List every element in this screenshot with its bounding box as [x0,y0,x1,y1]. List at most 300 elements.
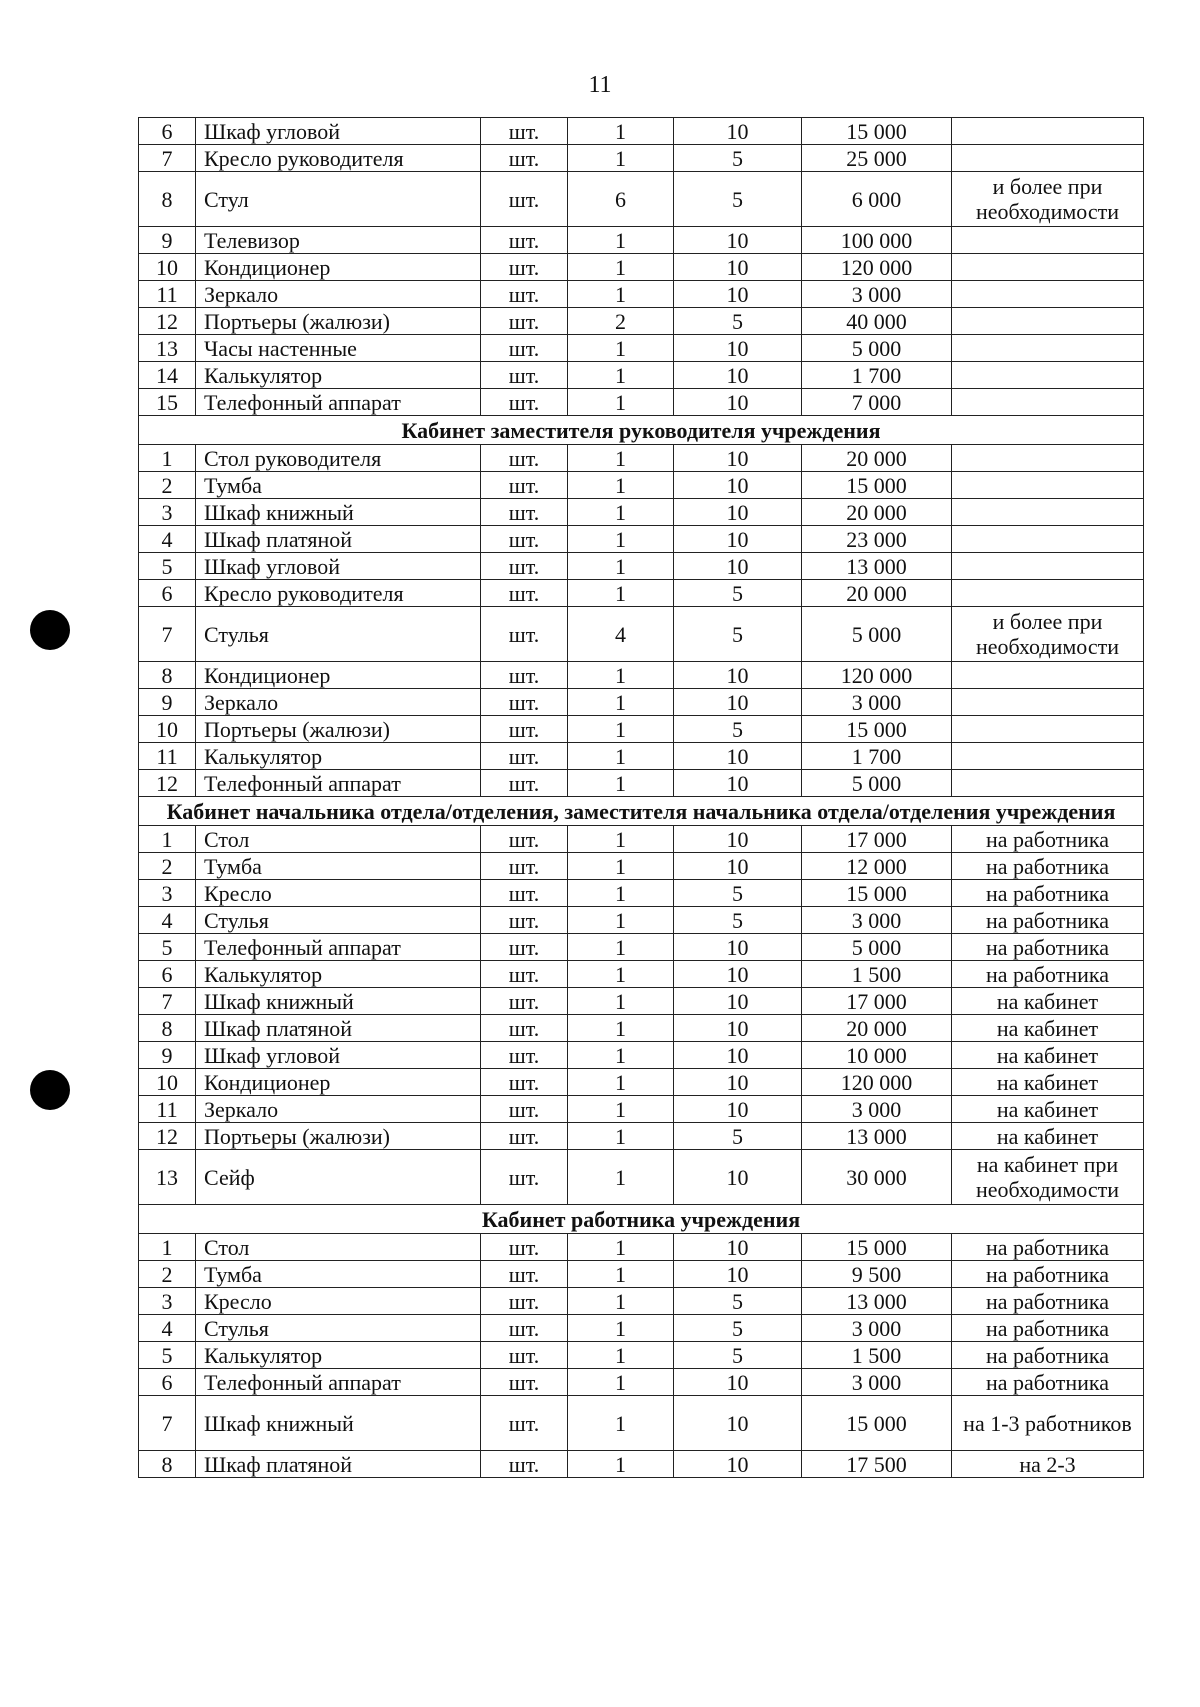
service-life-cell: 10 [674,472,802,499]
note-cell [952,716,1144,743]
note-cell: на кабинет [952,1123,1144,1150]
price-cell: 3 000 [802,1369,952,1396]
table-row [139,607,1144,662]
row-number-cell: 8 [139,172,196,227]
note-cell: и более при необходимости [952,607,1144,662]
row-number-cell: 6 [139,580,196,607]
price-cell: 10 000 [802,1042,952,1069]
price-cell: 3 000 [802,281,952,308]
price-cell: 1 500 [802,1342,952,1369]
unit-cell: шт. [481,934,568,961]
quantity-cell: 1 [568,335,674,362]
service-life-cell: 5 [674,308,802,335]
price-cell: 13 000 [802,1288,952,1315]
price-cell: 17 000 [802,988,952,1015]
row-number-cell: 1 [139,445,196,472]
table-row [139,227,1144,254]
row-number-cell: 7 [139,1396,196,1451]
note-cell [952,499,1144,526]
price-cell: 5 000 [802,770,952,797]
quantity-cell: 1 [568,934,674,961]
service-life-cell: 10 [674,961,802,988]
price-cell: 17 000 [802,826,952,853]
price-cell: 5 000 [802,607,952,662]
quantity-cell: 6 [568,172,674,227]
service-life-cell: 10 [674,118,802,145]
section-header-row [139,416,1144,445]
item-name-cell: Телефонный аппарат [196,934,481,961]
note-cell: и более при необходимости [952,172,1144,227]
note-cell [952,145,1144,172]
item-name-cell: Стулья [196,907,481,934]
row-number-cell: 2 [139,472,196,499]
table-row [139,362,1144,389]
price-cell: 40 000 [802,308,952,335]
price-cell: 6 000 [802,172,952,227]
row-number-cell: 15 [139,389,196,416]
item-name-cell: Калькулятор [196,743,481,770]
row-number-cell: 2 [139,1261,196,1288]
item-name-cell: Стулья [196,1315,481,1342]
quantity-cell: 1 [568,553,674,580]
unit-cell: шт. [481,254,568,281]
service-life-cell: 10 [674,853,802,880]
unit-cell: шт. [481,689,568,716]
table-row [139,1123,1144,1150]
row-number-cell: 4 [139,907,196,934]
note-cell: на кабинет при необходимости [952,1150,1144,1205]
row-number-cell: 11 [139,1096,196,1123]
table-row [139,689,1144,716]
price-cell: 15 000 [802,716,952,743]
item-name-cell: Шкаф книжный [196,988,481,1015]
quantity-cell: 1 [568,907,674,934]
row-number-cell: 4 [139,1315,196,1342]
quantity-cell: 1 [568,499,674,526]
item-name-cell: Тумба [196,472,481,499]
price-cell: 7 000 [802,389,952,416]
unit-cell: шт. [481,580,568,607]
quantity-cell: 1 [568,880,674,907]
service-life-cell: 10 [674,254,802,281]
table-row [139,580,1144,607]
note-cell [952,526,1144,553]
service-life-cell: 5 [674,145,802,172]
table-row [139,743,1144,770]
item-name-cell: Кресло руководителя [196,580,481,607]
quantity-cell: 1 [568,988,674,1015]
item-name-cell: Шкаф платяной [196,526,481,553]
note-cell [952,553,1144,580]
service-life-cell: 10 [674,227,802,254]
item-name-cell: Кресло [196,880,481,907]
service-life-cell: 5 [674,1123,802,1150]
table-row [139,880,1144,907]
item-name-cell: Шкаф платяной [196,1015,481,1042]
item-name-cell: Тумба [196,1261,481,1288]
table-row [139,335,1144,362]
quantity-cell: 1 [568,689,674,716]
table-row [139,1288,1144,1315]
table-row [139,281,1144,308]
quantity-cell: 1 [568,961,674,988]
price-cell: 13 000 [802,1123,952,1150]
table-row [139,118,1144,145]
row-number-cell: 5 [139,1342,196,1369]
table-body [139,118,1144,1478]
table-row [139,1015,1144,1042]
price-cell: 3 000 [802,1096,952,1123]
row-number-cell: 10 [139,716,196,743]
unit-cell: шт. [481,1150,568,1205]
unit-cell: шт. [481,172,568,227]
service-life-cell: 10 [674,389,802,416]
row-number-cell: 6 [139,1369,196,1396]
note-cell [952,227,1144,254]
page-number: 11 [588,72,612,98]
quantity-cell: 1 [568,662,674,689]
price-cell: 1 500 [802,961,952,988]
note-cell [952,689,1144,716]
price-cell: 12 000 [802,853,952,880]
price-cell: 1 700 [802,362,952,389]
table-row [139,553,1144,580]
service-life-cell: 10 [674,1069,802,1096]
quantity-cell: 1 [568,118,674,145]
item-name-cell: Телефонный аппарат [196,1369,481,1396]
unit-cell: шт. [481,662,568,689]
row-number-cell: 9 [139,689,196,716]
note-cell [952,662,1144,689]
table-row [139,1150,1144,1205]
table-row [139,1096,1144,1123]
unit-cell: шт. [481,826,568,853]
row-number-cell: 11 [139,743,196,770]
note-cell: на работника [952,1315,1144,1342]
service-life-cell: 10 [674,770,802,797]
price-cell: 20 000 [802,445,952,472]
row-number-cell: 7 [139,607,196,662]
item-name-cell: Стулья [196,607,481,662]
unit-cell: шт. [481,1369,568,1396]
service-life-cell: 5 [674,1315,802,1342]
quantity-cell: 1 [568,389,674,416]
unit-cell: шт. [481,743,568,770]
table-row [139,1369,1144,1396]
note-cell [952,770,1144,797]
service-life-cell: 10 [674,1150,802,1205]
note-cell: на 1-3 работников [952,1396,1144,1451]
service-life-cell: 10 [674,826,802,853]
table-row [139,145,1144,172]
item-name-cell: Калькулятор [196,961,481,988]
table-row [139,934,1144,961]
table-row [139,1396,1144,1451]
row-number-cell: 1 [139,1234,196,1261]
note-cell: на работника [952,1234,1144,1261]
unit-cell: шт. [481,445,568,472]
table-row [139,826,1144,853]
item-name-cell: Телевизор [196,227,481,254]
item-name-cell: Шкаф угловой [196,118,481,145]
unit-cell: шт. [481,1451,568,1478]
service-life-cell: 5 [674,1342,802,1369]
item-name-cell: Кондиционер [196,662,481,689]
quantity-cell: 1 [568,472,674,499]
service-life-cell: 10 [674,1042,802,1069]
section-header-row [139,797,1144,826]
table-row [139,961,1144,988]
note-cell: на 2-3 [952,1451,1144,1478]
note-cell: на кабинет [952,1069,1144,1096]
item-name-cell: Кондиционер [196,254,481,281]
unit-cell: шт. [481,1015,568,1042]
unit-cell: шт. [481,335,568,362]
table-row [139,526,1144,553]
table-row [139,988,1144,1015]
price-cell: 15 000 [802,880,952,907]
service-life-cell: 10 [674,335,802,362]
unit-cell: шт. [481,716,568,743]
note-cell: на работника [952,880,1144,907]
note-cell [952,389,1144,416]
item-name-cell: Тумба [196,853,481,880]
item-name-cell: Кресло [196,1288,481,1315]
table-row [139,254,1144,281]
row-number-cell: 5 [139,934,196,961]
note-cell [952,281,1144,308]
note-cell: на работника [952,826,1144,853]
row-number-cell: 4 [139,526,196,553]
price-cell: 120 000 [802,662,952,689]
unit-cell: шт. [481,1096,568,1123]
item-name-cell: Стул [196,172,481,227]
unit-cell: шт. [481,145,568,172]
price-cell: 15 000 [802,118,952,145]
note-cell [952,743,1144,770]
price-cell: 100 000 [802,227,952,254]
table-row [139,1451,1144,1478]
note-cell: на работника [952,961,1144,988]
row-number-cell: 12 [139,308,196,335]
item-name-cell: Шкаф платяной [196,1451,481,1478]
unit-cell: шт. [481,553,568,580]
note-cell: на работника [952,1261,1144,1288]
quantity-cell: 1 [568,1261,674,1288]
item-name-cell: Шкаф угловой [196,1042,481,1069]
unit-cell: шт. [481,227,568,254]
service-life-cell: 10 [674,1096,802,1123]
unit-cell: шт. [481,770,568,797]
quantity-cell: 1 [568,1234,674,1261]
price-cell: 3 000 [802,689,952,716]
item-name-cell: Телефонный аппарат [196,389,481,416]
table-row [139,662,1144,689]
punch-hole-mark [30,610,70,650]
quantity-cell: 1 [568,1288,674,1315]
table-row [139,499,1144,526]
unit-cell: шт. [481,308,568,335]
section-header-row [139,1205,1144,1234]
table-row [139,716,1144,743]
table-row [139,1042,1144,1069]
table-row [139,1069,1144,1096]
table-row [139,445,1144,472]
unit-cell: шт. [481,1042,568,1069]
table-row [139,1315,1144,1342]
note-cell: на работника [952,1369,1144,1396]
quantity-cell: 1 [568,743,674,770]
unit-cell: шт. [481,1123,568,1150]
item-name-cell: Сейф [196,1150,481,1205]
note-cell [952,254,1144,281]
service-life-cell: 10 [674,934,802,961]
table-row [139,308,1144,335]
item-name-cell: Стол руководителя [196,445,481,472]
price-cell: 13 000 [802,553,952,580]
row-number-cell: 3 [139,880,196,907]
unit-cell: шт. [481,1261,568,1288]
table-row [139,1261,1144,1288]
table-row [139,472,1144,499]
table-row [139,389,1144,416]
service-life-cell: 5 [674,880,802,907]
quantity-cell: 2 [568,308,674,335]
row-number-cell: 13 [139,1150,196,1205]
furniture-norms-table [138,117,1144,1478]
unit-cell: шт. [481,472,568,499]
price-cell: 120 000 [802,254,952,281]
quantity-cell: 1 [568,445,674,472]
unit-cell: шт. [481,526,568,553]
unit-cell: шт. [481,499,568,526]
unit-cell: шт. [481,853,568,880]
item-name-cell: Шкаф книжный [196,499,481,526]
unit-cell: шт. [481,961,568,988]
service-life-cell: 10 [674,1396,802,1451]
service-life-cell: 10 [674,526,802,553]
punch-hole-mark [30,1070,70,1110]
table-row [139,770,1144,797]
row-number-cell: 8 [139,1451,196,1478]
service-life-cell: 5 [674,172,802,227]
service-life-cell: 5 [674,1288,802,1315]
quantity-cell: 1 [568,362,674,389]
service-life-cell: 5 [674,580,802,607]
service-life-cell: 10 [674,743,802,770]
row-number-cell: 2 [139,853,196,880]
service-life-cell: 10 [674,988,802,1015]
quantity-cell: 1 [568,1042,674,1069]
table-row [139,1342,1144,1369]
table-row [139,172,1144,227]
price-cell: 17 500 [802,1451,952,1478]
item-name-cell: Портьеры (жалюзи) [196,716,481,743]
row-number-cell: 5 [139,553,196,580]
price-cell: 20 000 [802,1015,952,1042]
row-number-cell: 3 [139,1288,196,1315]
row-number-cell: 7 [139,988,196,1015]
unit-cell: шт. [481,1234,568,1261]
quantity-cell: 1 [568,716,674,743]
service-life-cell: 10 [674,362,802,389]
quantity-cell: 1 [568,281,674,308]
item-name-cell: Кресло руководителя [196,145,481,172]
row-number-cell: 8 [139,662,196,689]
note-cell: на работника [952,934,1144,961]
item-name-cell: Кондиционер [196,1069,481,1096]
row-number-cell: 1 [139,826,196,853]
note-cell: на кабинет [952,1015,1144,1042]
note-cell [952,472,1144,499]
row-number-cell: 10 [139,1069,196,1096]
row-number-cell: 6 [139,118,196,145]
item-name-cell: Шкаф книжный [196,1396,481,1451]
price-cell: 20 000 [802,580,952,607]
quantity-cell: 1 [568,770,674,797]
note-cell: на кабинет [952,1096,1144,1123]
quantity-cell: 1 [568,1396,674,1451]
row-number-cell: 8 [139,1015,196,1042]
row-number-cell: 12 [139,770,196,797]
item-name-cell: Портьеры (жалюзи) [196,1123,481,1150]
price-cell: 5 000 [802,934,952,961]
note-cell [952,580,1144,607]
row-number-cell: 9 [139,1042,196,1069]
quantity-cell: 1 [568,1315,674,1342]
quantity-cell: 1 [568,1451,674,1478]
row-number-cell: 7 [139,145,196,172]
section-title: Кабинет работника учреждения [139,1205,1144,1234]
item-name-cell: Зеркало [196,281,481,308]
row-number-cell: 11 [139,281,196,308]
service-life-cell: 10 [674,445,802,472]
quantity-cell: 1 [568,826,674,853]
price-cell: 25 000 [802,145,952,172]
unit-cell: шт. [481,1315,568,1342]
section-title: Кабинет заместителя руководителя учреждения [139,416,1144,445]
quantity-cell: 1 [568,1015,674,1042]
note-cell: на работника [952,907,1144,934]
price-cell: 15 000 [802,1234,952,1261]
row-number-cell: 10 [139,254,196,281]
price-cell: 23 000 [802,526,952,553]
service-life-cell: 5 [674,607,802,662]
item-name-cell: Стол [196,1234,481,1261]
unit-cell: шт. [481,907,568,934]
price-cell: 15 000 [802,1396,952,1451]
unit-cell: шт. [481,880,568,907]
quantity-cell: 1 [568,1096,674,1123]
service-life-cell: 10 [674,281,802,308]
price-cell: 9 500 [802,1261,952,1288]
service-life-cell: 10 [674,1234,802,1261]
quantity-cell: 1 [568,1150,674,1205]
quantity-cell: 1 [568,254,674,281]
service-life-cell: 10 [674,1369,802,1396]
quantity-cell: 1 [568,1123,674,1150]
unit-cell: шт. [481,362,568,389]
quantity-cell: 1 [568,853,674,880]
service-life-cell: 10 [674,553,802,580]
unit-cell: шт. [481,389,568,416]
section-title: Кабинет начальника отдела/отделения, заместителя начальника отдела/отделения учреждения [139,797,1144,826]
unit-cell: шт. [481,281,568,308]
quantity-cell: 4 [568,607,674,662]
note-cell [952,308,1144,335]
price-cell: 20 000 [802,499,952,526]
service-life-cell: 10 [674,662,802,689]
